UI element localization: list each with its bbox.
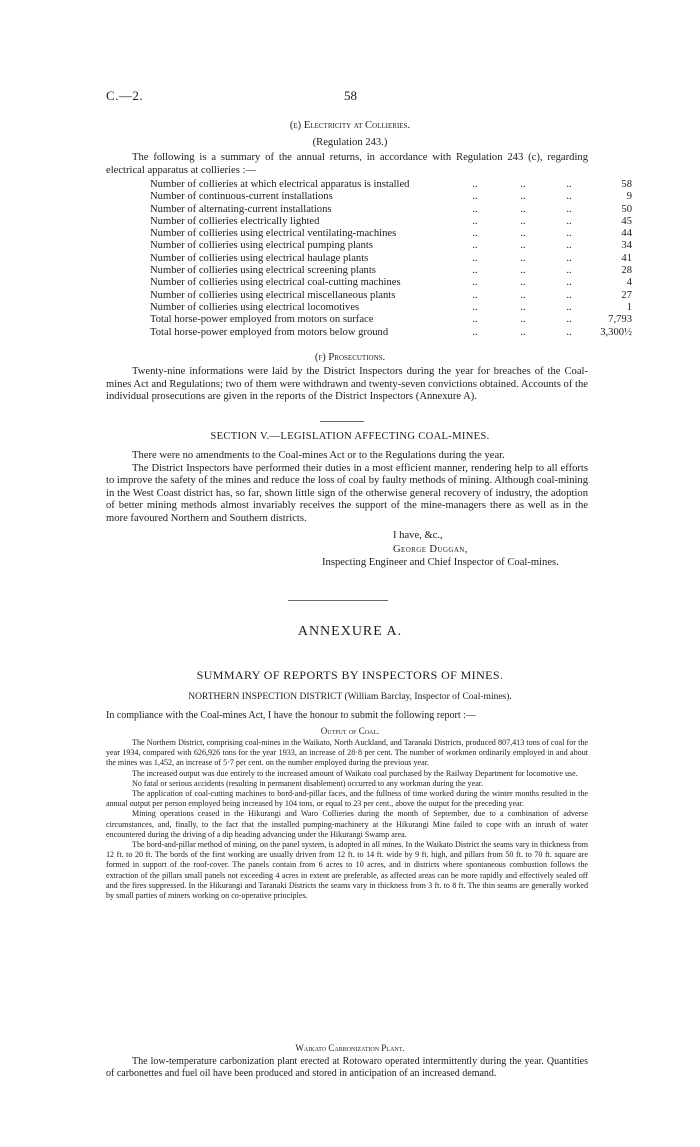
leader-dots: ..: [472, 252, 478, 264]
stats-label: Number of collieries using electrical locomotives: [150, 301, 360, 313]
district-heading: NORTHERN INSPECTION DISTRICT (William Barclay, Inspector of Coal-mines).: [188, 692, 512, 702]
page-number: 58: [344, 88, 357, 103]
stats-label: Number of collieries using electrical miscellaneous plants: [150, 289, 396, 301]
leader-dots: ..: [520, 252, 526, 264]
leader-dots: ..: [520, 326, 526, 338]
annexure-divider: [288, 600, 388, 601]
output-paragraph: The increased output was due entirely to the increased amount of Waikato coal purchased by the Railway Department for locomotive use.: [132, 768, 578, 778]
output-paragraph: The bord-and-pillar method of mining, on the panel system, is adopted in all mines. In the Waikato District the seams vary in thickness from 12 ft. to 20 ft. The bords of the first working are usually driven from 12 ft. to 14 ft. wide by 9 ft. high, and pillars from 50 ft. to 70 ft. square are formed in support of the roof-cover. The panels contain from 6 acres to 10 acres, and in districts where spontaneous combustion follows the extraction of the pillars small panels not exceeding 4 acres in extent are preferable, as affected areas can be more rapidly and effectively sealed off and the fires suppressed. In the Hikurangi and Taranaki Districts the seams vary in thickness from 3 ft. to 8 ft. The thin seams are generally worked by small parties of miners working on co-operative principles.: [106, 840, 588, 901]
waikato-carbonization-body: [106, 1056, 588, 1080]
stats-label: Number of collieries using electrical coal-cutting machines: [150, 277, 401, 289]
leader-dots: ..: [566, 240, 572, 252]
leader-dots: ..: [566, 314, 572, 326]
leader-dots: ..: [472, 277, 478, 289]
stats-value: 3,300½: [600, 326, 632, 338]
stats-row: [150, 240, 632, 252]
leader-dots: ..: [566, 203, 572, 215]
stats-value: 44: [621, 228, 632, 240]
leader-dots: ..: [566, 215, 572, 227]
annexure-title: ANNEXURE A.: [297, 624, 403, 639]
stats-value: 41: [621, 252, 632, 264]
stats-row: [150, 314, 632, 326]
leader-dots: ..: [520, 289, 526, 301]
stats-label: Number of collieries at which electrical apparatus is installed: [150, 179, 410, 190]
leader-dots: ..: [520, 228, 526, 240]
stats-row: [150, 265, 632, 277]
stats-row: [150, 277, 632, 289]
stats-label: Number of collieries using electrical haulage plants: [150, 252, 369, 264]
leader-dots: ..: [520, 301, 526, 313]
leader-dots: ..: [472, 301, 478, 313]
waikato-carbonization-heading: Waikato Carbonization Plant.: [295, 1043, 405, 1053]
stats-value: 28: [621, 265, 632, 277]
stats-value: 34: [621, 240, 632, 252]
section-e-title: (e) Electricity at Collieries.: [289, 120, 411, 131]
section-e-intro-text: The following is a summary of the annual returns, in accordance with Regulation 243 (c), regarding electrical apparatus at collieries :—: [106, 152, 588, 176]
output-paragraph: No fatal or serious accidents (resulting in permanent disablement) occurred to any workman during the year.: [132, 778, 484, 788]
signature-name: George Duggan,: [393, 544, 468, 555]
output-paragraph: Mining operations ceased in the Hikurangi and Waro Collieries during the month of September, due to a combination of adverse circumstances, and, finally, to the fact that the installed pumping-machinery at the Hikurangi Mine failed to cope with an inrush of water encountered during the driving of a dip heading advancing under the Hikurangi Swamp area.: [106, 809, 588, 839]
stats-label: Number of alternating-current installations: [150, 203, 332, 215]
section-f-body: [106, 366, 588, 404]
leader-dots: ..: [520, 265, 526, 277]
leader-dots: ..: [566, 277, 572, 289]
leader-dots: ..: [566, 326, 572, 338]
section-divider: [320, 421, 364, 422]
leader-dots: ..: [566, 301, 572, 313]
section-f-text: Twenty-nine informations were laid by the District Inspectors during the year for breaches of the Coal-mines Act and Regulations; two of them were withdrawn and twenty-seven convictions obtained. Accounts of the individual prosecutions are given in the reports of the District Inspectors (Annexure A).: [106, 366, 588, 403]
leader-dots: ..: [472, 240, 478, 252]
document-code: C.—2.: [106, 88, 144, 103]
electrical-stats-table: [150, 179, 632, 339]
leader-dots: ..: [472, 326, 478, 338]
stats-value: 50: [621, 203, 632, 215]
output-of-coal-body: [106, 738, 588, 901]
stats-row: [150, 327, 632, 339]
signature-closing: I have, &c.,: [393, 530, 443, 541]
leader-dots: ..: [566, 179, 572, 190]
leader-dots: ..: [520, 215, 526, 227]
leader-dots: ..: [566, 228, 572, 240]
annexure-summary-title: SUMMARY OF REPORTS BY INSPECTORS OF MINES.: [196, 668, 504, 682]
leader-dots: ..: [472, 228, 478, 240]
section-5-title: SECTION V.—LEGISLATION AFFECTING COAL-MINES.: [210, 431, 490, 442]
leader-dots: ..: [566, 252, 572, 264]
section-5-paragraph-1: There were no amendments to the Coal-mines Act or to the Regulations during the year.: [132, 450, 505, 461]
stats-row: [150, 290, 632, 302]
leader-dots: ..: [520, 191, 526, 203]
stats-label: Number of collieries electrically lighted: [150, 215, 320, 227]
report-intro: In compliance with the Coal-mines Act, I have the honour to submit the following report :—: [106, 710, 476, 721]
leader-dots: ..: [566, 191, 572, 203]
leader-dots: ..: [566, 265, 572, 277]
stats-row: [150, 179, 632, 191]
waikato-carbonization-text: The low-temperature carbonization plant erected at Rotowaro operated intermittently during the year. Quantities of carbonettes and fuel oil have been produced and stored in anticipation of an increased demand.: [106, 1056, 588, 1079]
output-of-coal-heading: Output of Coal.: [320, 726, 380, 736]
leader-dots: ..: [566, 289, 572, 301]
section-5-body: [106, 450, 588, 526]
section-f-title: (f) Prosecutions.: [314, 352, 386, 363]
leader-dots: ..: [520, 179, 526, 190]
stats-row: [150, 253, 632, 265]
leader-dots: ..: [472, 314, 478, 326]
electrical-stats-body: [150, 179, 632, 339]
stats-row: [150, 216, 632, 228]
leader-dots: ..: [520, 277, 526, 289]
stats-label: Number of collieries using electrical ventilating-machines: [150, 228, 397, 240]
leader-dots: ..: [472, 289, 478, 301]
stats-value: 4: [626, 277, 632, 289]
section-e-intro: [106, 152, 588, 177]
stats-label: Number of continuous-current installations: [150, 191, 333, 203]
stats-value: 27: [621, 289, 632, 301]
section-5-paragraph-2: The District Inspectors have performed their duties in a most efficient manner, rendering help to all efforts to improve the safety of the mines and reduce the loss of coal by faulty methods of mining. Although coal-mining in the West Coast district has, so far, shown little sign of the otherwise general recovery of industry, the adoption of better mining methods almost invariably receives the support of the mine-managers there as well as in the more favoured Northern and Southern districts.: [106, 462, 588, 524]
leader-dots: ..: [472, 265, 478, 277]
stats-value: 45: [621, 215, 632, 227]
stats-label: Total horse-power employed from motors on surface: [150, 314, 374, 326]
stats-value: 9: [626, 191, 632, 203]
leader-dots: ..: [472, 179, 478, 190]
stats-row: [150, 191, 632, 203]
leader-dots: ..: [520, 240, 526, 252]
stats-value: 1: [626, 301, 632, 313]
output-paragraph: The application of coal-cutting machines to bord-and-pillar faces, and the fullness of time worked during the winter months resulted in the annual output per person employed being increased by 104 tons, or equal to 23 per cent., above the output for the preceding year.: [106, 789, 588, 809]
signature-title: Inspecting Engineer and Chief Inspector of Coal-mines.: [322, 557, 559, 568]
leader-dots: ..: [520, 314, 526, 326]
leader-dots: ..: [472, 203, 478, 215]
leader-dots: ..: [520, 203, 526, 215]
stats-value: 7,793: [608, 314, 632, 326]
output-paragraph: The Northern District, comprising coal-mines in the Waikato, North Auckland, and Taranaki Districts, produced 807,413 tons of coal for the year 1934, compared with 626,926 tons for the year 1933, an increase of 28·8 per cent. The number of workmen ordinarily employed in and about the mines was 1,452, an increase of 5·7 per cent. on the number employed during the previous year.: [106, 738, 588, 768]
stats-row: [150, 302, 632, 314]
stats-label: Total horse-power employed from motors below ground: [150, 326, 389, 338]
stats-row: [150, 228, 632, 240]
stats-row: [150, 204, 632, 216]
stats-label: Number of collieries using electrical screening plants: [150, 265, 376, 277]
stats-label: Number of collieries using electrical pumping plants: [150, 240, 373, 252]
leader-dots: ..: [472, 215, 478, 227]
section-e-regulation: (Regulation 243.): [312, 137, 388, 148]
leader-dots: ..: [472, 191, 478, 203]
stats-value: 58: [621, 179, 632, 190]
